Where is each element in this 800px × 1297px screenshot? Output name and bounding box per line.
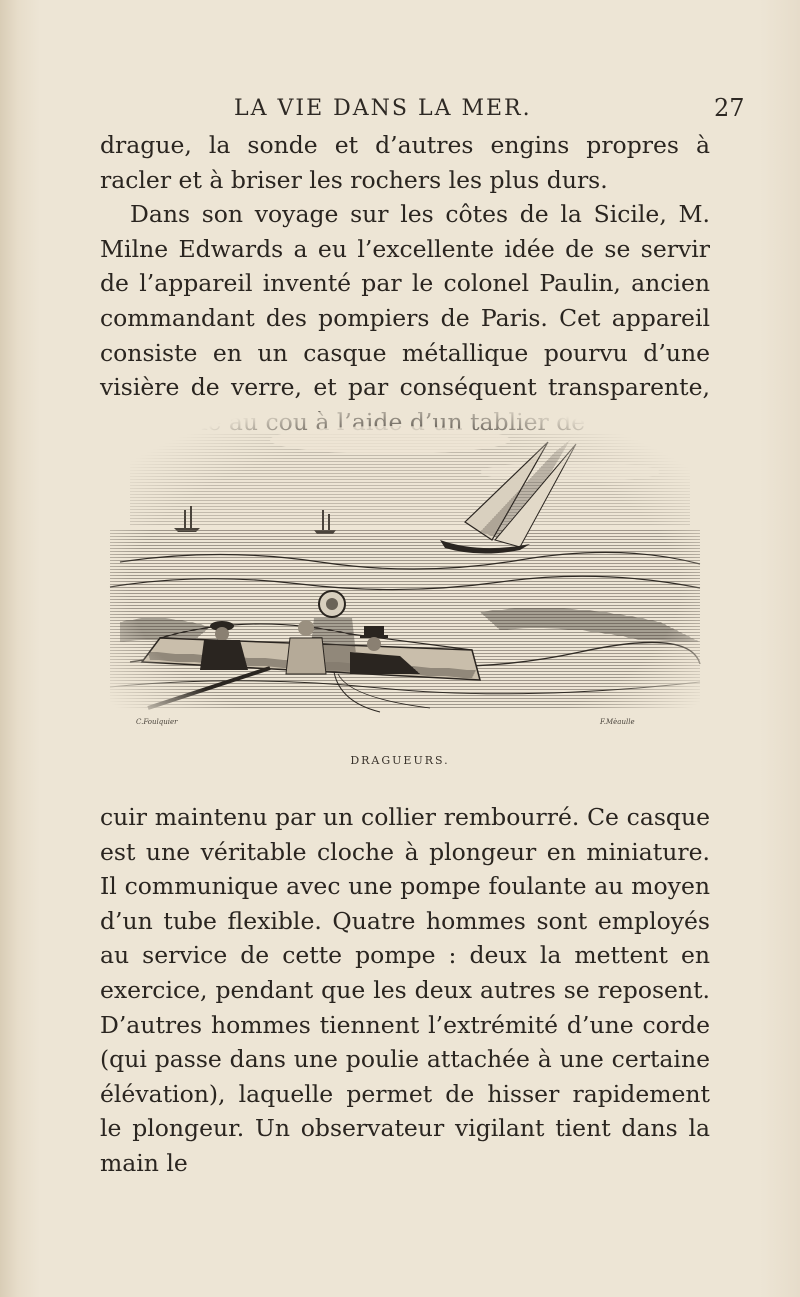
text-block-bottom bbox=[100, 800, 710, 1181]
svg-text:C.Foulquier: C.Foulquier bbox=[136, 718, 178, 726]
figure-caption: DRAGUEURS. bbox=[350, 754, 450, 767]
page-number: 27 bbox=[714, 94, 745, 122]
text-block-top bbox=[100, 128, 710, 439]
svg-text:F.Mèaulle: F.Mèaulle bbox=[600, 718, 635, 726]
engraving-boat-divers-icon bbox=[100, 412, 710, 734]
paragraph-continued: cuir maintenu par un collier rembourré. Ce casque est une véritable cloche à plongeur en miniature. Il communique avec une pompe foulante au moyen d’un tube flexible. Quatre hommes sont employés au service de cette pompe : deux la mettent en exercice, pendant que les deux autres se reposent. D’autres hommes tiennent l’extrémité d’une corde (qui passe dans une poulie attachée à une certaine élévation), laquelle permet de hisser rapidement le plongeur. Un observateur vigilant tient dans la main le bbox=[100, 803, 710, 1177]
paragraph-continued: drague, la sonde et d’autres engins propres à racler et à briser les rochers les plus durs. bbox=[100, 131, 710, 194]
paragraph: Dans son voyage sur les côtes de la Sicile, M. Milne Edwards a eu l’excellente idée de se servir de l’appareil inventé par le colonel Paulin, ancien commandant des pompiers de Paris. Cet appareil consiste en un casque métallique pourvu d’une visière de verre, et par conséquent transparente, bbox=[100, 200, 710, 402]
running-title: LA VIE DANS LA MER. bbox=[234, 96, 532, 121]
